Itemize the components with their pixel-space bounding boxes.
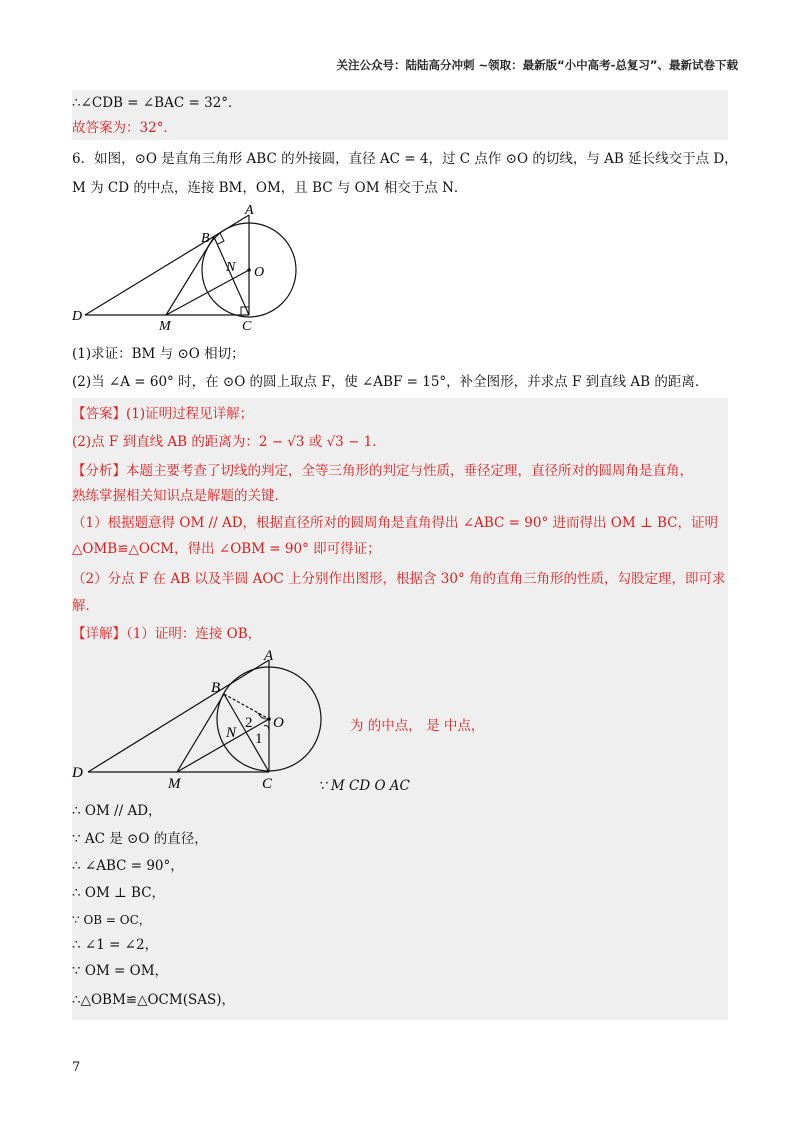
fig1-label-n: N [226, 260, 236, 275]
page-header: 关注公众号：陆陆高分冲刺 ~领取：最新版“小中高考-总复习”、最新试卷下载 [336, 58, 738, 72]
fig2-label-o: O [273, 715, 284, 731]
fig1-label-a: A [245, 203, 254, 218]
fig2-label-d: D [72, 765, 83, 781]
fig1-label-c: C [242, 319, 252, 334]
detail-heading: 【详解】（1）证明：连接 OB， [72, 626, 262, 642]
fig2-label-m: M [168, 776, 181, 792]
fig2-label-a: A [264, 648, 274, 664]
previous-answer: 故答案为：32°． [72, 120, 177, 136]
proof-step-8: ∴△OBM≌△OCM(SAS)， [72, 992, 235, 1008]
proof-step-5: ∵ OB = OC， [72, 913, 151, 927]
proof-step-2: ∵ AC 是 ⊙O 的直径， [72, 831, 208, 847]
fig1-label-d: D [72, 309, 83, 324]
answer-part-1: 【答案】(1)证明过程见详解； [72, 406, 254, 422]
analysis-line-1: 【分析】本题主要考查了切线的判定，全等三角形的判定与性质，垂径定理，直径所对的圆周角是直角， [72, 463, 693, 479]
side-reason-black: ∵ M CD O AC [318, 778, 410, 794]
side-reason-red: 为 的中点， 是 中点， [350, 718, 485, 734]
figure-2 [70, 646, 340, 792]
proof-step-3: ∴ ∠ABC = 90°， [72, 858, 184, 874]
analysis-step-1b: △OMB≌△OCM，得出 ∠OBM = 90° 即可得证； [72, 541, 381, 557]
question-1: (1)求证：BM 与 ⊙O 相切； [72, 346, 245, 362]
analysis-step-2a: （2）分点 F 在 AB 以及半圆 AOC 上分别作出图形，根据含 30° 角的直角三角形的性质，勾股定理，即可求 [72, 571, 726, 587]
problem-line-2: M 为 CD 的中点，连接 BM，OM，且 BC 与 OM 相交于点 N． [72, 180, 468, 196]
previous-conclusion: ∴∠CDB = ∠BAC = 32°． [72, 95, 242, 111]
proof-step-4: ∴ OM ⊥ BC， [72, 885, 166, 901]
fig2-label-n: N [226, 725, 237, 741]
analysis-step-2b: 解． [72, 598, 99, 614]
fig1-label-b: B [201, 231, 210, 246]
proof-step-7: ∵ OM = OM， [72, 963, 169, 979]
problem-line-1: 6．如图，⊙O 是直角三角形 ABC 的外接圆，直径 AC = 4，过 C 点作 ⊙O 的切线，与 AB 延长线交于点 D， [72, 151, 738, 167]
fig1-label-o: O [254, 265, 265, 280]
question-2: (2)当 ∠A = 60° 时，在 ⊙O 的圆上取点 F，使 ∠ABF = 15°，补全图形，并求点 F 到直线 AB 的距离． [72, 374, 709, 390]
analysis-step-1a: （1）根据题意得 OM // AD，根据直径所对的圆周角是直角得出 ∠ABC = 90° 进而得出 OM ⊥ BC，证明 [72, 515, 718, 531]
answer-part-2: (2)点 F 到直线 AB 的距离为：2 − √3 或 √3 − 1． [72, 434, 386, 450]
fig2-label-angle-1: 1 [255, 731, 263, 747]
figure-1 [70, 200, 310, 336]
fig1-label-m: M [159, 319, 171, 334]
page-number: 7 [72, 1060, 81, 1075]
fig2-label-angle-2: 2 [245, 715, 253, 731]
proof-step-1: ∴ OM // AD， [72, 803, 162, 819]
fig2-label-c: C [262, 776, 273, 792]
analysis-line-2: 熟练掌握相关知识点是解题的关键． [72, 488, 288, 504]
proof-step-6: ∴ ∠1 = ∠2， [72, 937, 159, 953]
fig2-label-b: B [211, 680, 221, 696]
